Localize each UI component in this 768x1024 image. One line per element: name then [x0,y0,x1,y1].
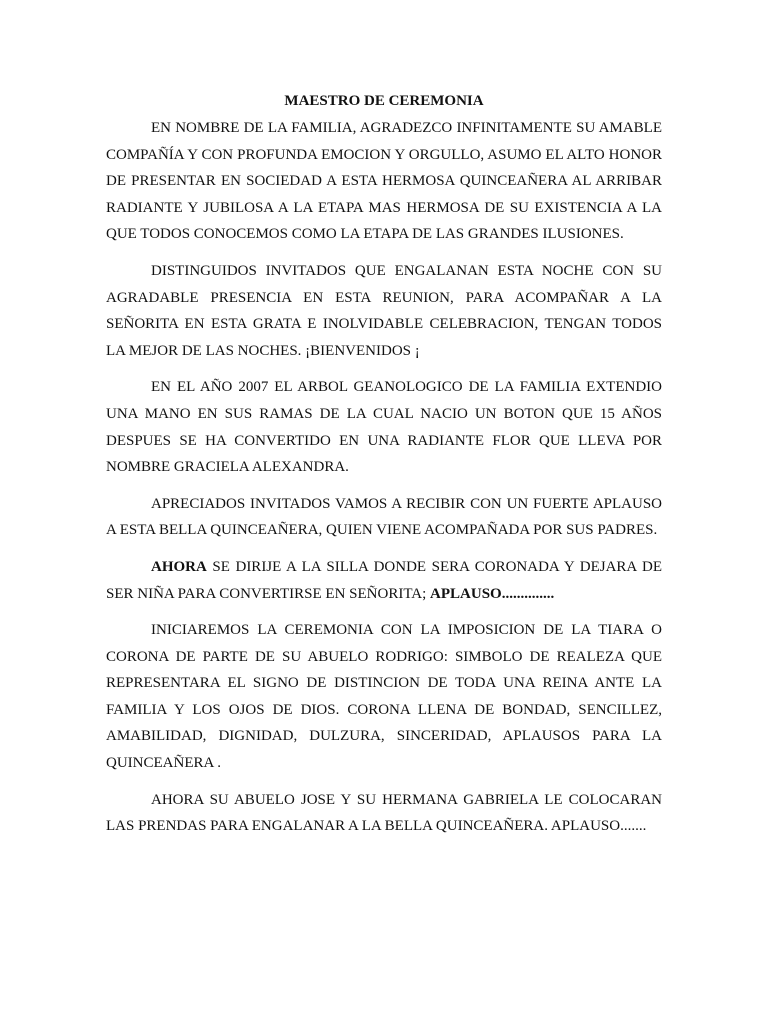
bold-aplauso: APLAUSO.............. [430,585,555,602]
paragraph-tiara: INICIAREMOS LA CEREMONIA CON LA IMPOSICION DE LA TIARA O CORONA DE PARTE DE SU ABUELO RODRIGO: SIMBOLO DE REALEZA QUE REPRESENTARA EL SIGNO DE DISTINCION DE TODA UNA REINA ANTE LA FAMILIA Y LOS OJOS DE DIOS. CORONA LLENA DE BONDAD, SENCILLEZ, AMABILIDAD, DIGNIDAD, DULZURA, SINCERIDAD, APLAUSOS PARA LA QUINCEAÑERA . [106,622,662,772]
paragraph-welcome: EN NOMBRE DE LA FAMILIA, AGRADEZCO INFINITAMENTE SU AMABLE COMPAÑÍA Y CON PROFUNDA EMOCION Y ORGULLO, ASUMO EL ALTO HONOR DE PRESENTAR EN SOCIEDAD A ESTA HERMOSA QUINCEAÑERA AL ARRIBAR RADIANTE Y JUBILOSA A LA ETAPA MAS HERMOSA DE SU EXISTENCIA A LA QUE TODOS CONOCEMOS COMO LA ETAPA DE LAS GRANDES ILUSIONES. [106,120,662,243]
paragraph-applause-entrance: APRECIADOS INVITADOS VAMOS A RECIBIR CON UN FUERTE APLAUSO A ESTA BELLA QUINCEAÑERA, QUIEN VIENE ACOMPAÑADA POR SUS PADRES. [106,495,662,539]
paragraph-garments: AHORA SU ABUELO JOSE Y SU HERMANA GABRIELA LE COLOCARAN LAS PRENDAS PARA ENGALANAR A LA BELLA QUINCEAÑERA. APLAUSO....... [106,791,662,835]
paragraph-family-tree: EN EL AÑO 2007 EL ARBOL GEANOLOGICO DE LA FAMILIA EXTENDIO UNA MANO EN SUS RAMAS DE LA CUAL NACIO UN BOTON QUE 15 AÑOS DESPUES SE HA CONVERTIDO EN UNA RADIANTE FLOR QUE LLEVA POR NOMBRE GRACIELA ALEXANDRA. [106,379,662,476]
paragraph-crowning-text: SE DIRIJE A LA SILLA DONDE SERA CORONADA Y DEJARA DE SER NIÑA PARA CONVERTIRSE EN SEÑORITA; [106,558,662,602]
paragraph-guests: DISTINGUIDOS INVITADOS QUE ENGALANAN ESTA NOCHE CON SU AGRADABLE PRESENCIA EN ESTA REUNION, PARA ACOMPAÑAR A LA SEÑORITA EN ESTA GRATA E INOLVIDABLE CELEBRACION, TENGAN TODOS LA MEJOR DE LAS NOCHES. ¡BIENVENIDOS ¡ [106,262,662,359]
paragraph-crowning-chair [106,554,662,607]
document-title: MAESTRO DE CEREMONIA [284,93,484,109]
bold-ahora: AHORA [151,558,207,575]
